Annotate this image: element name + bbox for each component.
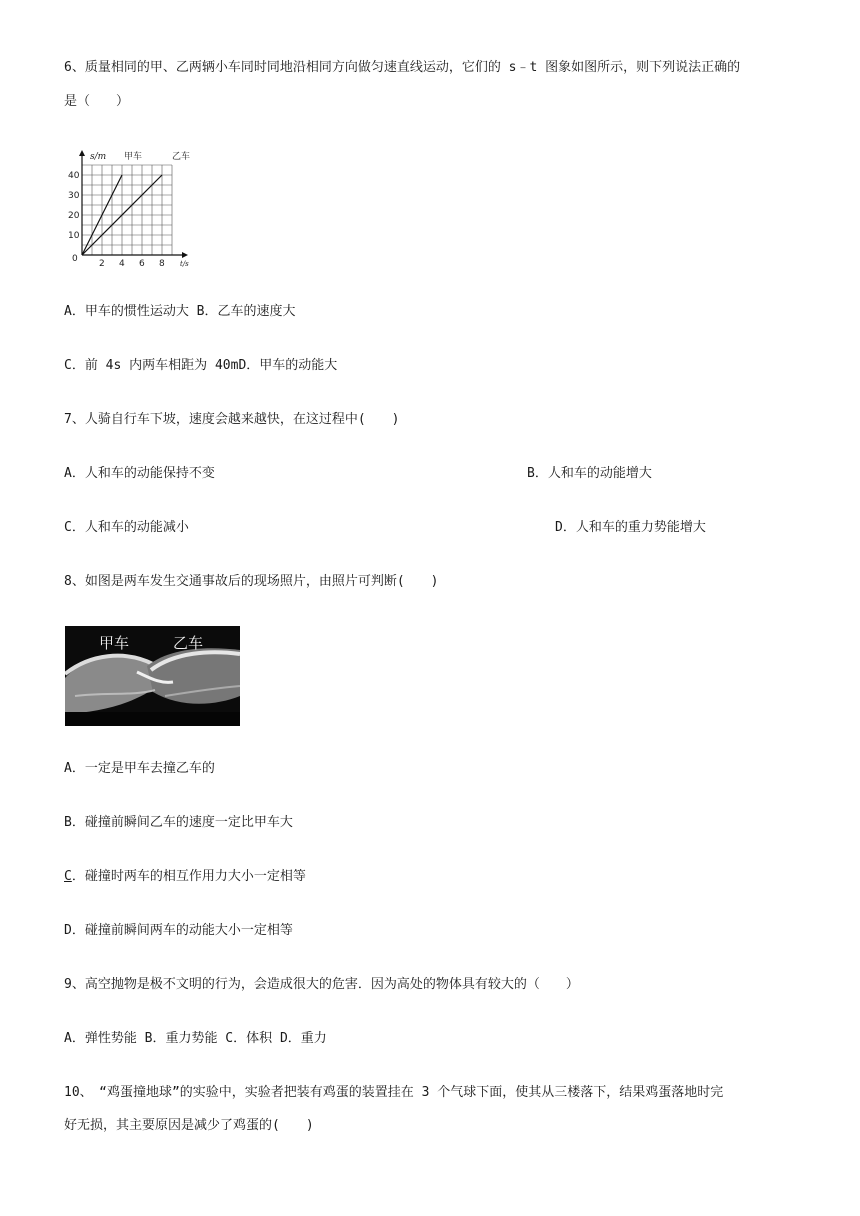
x-tick-label: 6 [139, 259, 145, 268]
q6-stem-line2: 是（ ） [64, 94, 130, 109]
photo-label-jia: 甲车 [99, 634, 130, 652]
q6-stem-line1: 6、质量相同的甲、乙两辆小车同时同地沿相同方向做匀速直线运动，它们的 s﹣t 图象如图所示，则下列说法正确的 [64, 60, 741, 75]
y-tick-label: 20 [68, 211, 80, 221]
x-axis-arrow [182, 252, 188, 258]
y-tick-label: 10 [68, 231, 80, 241]
photo-label-yi: 乙车 [173, 634, 204, 652]
series-label-jia: 甲车 [124, 152, 143, 162]
q7-option-d: D．人和车的重力势能增大 [555, 520, 706, 535]
y-tick-label: 40 [68, 171, 80, 181]
st-graph [66, 146, 196, 268]
origin-label: 0 [72, 254, 78, 264]
x-tick-label: 8 [159, 259, 165, 268]
q10-stem-line2: 好无损，其主要原因是减少了鸡蛋的( ) [64, 1118, 314, 1133]
q6-options-ab: A．甲车的惯性运动大 B．乙车的速度大 [64, 304, 296, 319]
q8-option-b: B．碰撞前瞬间乙车的速度一定比甲车大 [64, 815, 293, 830]
x-tick-label: 2 [99, 259, 105, 268]
q7-option-c: C．人和车的动能减小 [64, 520, 189, 535]
q7-option-a: A．人和车的动能保持不变 [64, 466, 215, 481]
q8-option-a: A．一定是甲车去撞乙车的 [64, 761, 215, 776]
q9-options: A．弹性势能 B．重力势能 C．体积 D．重力 [64, 1031, 327, 1046]
accident-photo-drawing [65, 626, 240, 726]
series-label-yi: 乙车 [172, 152, 191, 162]
q8-option-c [64, 867, 306, 887]
q8-option-d: D．碰撞前瞬间两车的动能大小一定相等 [64, 923, 293, 938]
q8-option-c-text: ．碰撞时两车的相互作用力大小一定相等 [71, 869, 306, 884]
y-axis-label: s/m [90, 152, 107, 162]
accident-photo [65, 626, 240, 726]
q8-stem: 8、如图是两车发生交通事故后的现场照片，由照片可判断( ) [64, 574, 439, 589]
y-axis-arrow [79, 150, 85, 156]
q8-option-c-letter: C [64, 869, 72, 884]
x-axis-label: t/s [180, 260, 189, 268]
q7-option-b: B．人和车的动能增大 [527, 466, 652, 481]
q7-stem: 7、人骑自行车下坡，速度会越来越快，在这过程中( ) [64, 412, 400, 427]
q9-stem: 9、高空抛物是极不文明的行为，会造成很大的危害．因为高处的物体具有较大的（ ） [64, 977, 579, 992]
q10-stem-line1: 10、 “鸡蛋撞地球”的实验中，实验者把装有鸡蛋的装置挂在 3 个气球下面，使其从三楼落下，结果鸡蛋落地时完 [64, 1085, 724, 1100]
q6-options-cd: C．前 4s 内两车相距为 40mD．甲车的动能大 [64, 358, 338, 373]
x-tick-label: 4 [119, 259, 125, 268]
y-tick-label: 30 [68, 191, 80, 201]
